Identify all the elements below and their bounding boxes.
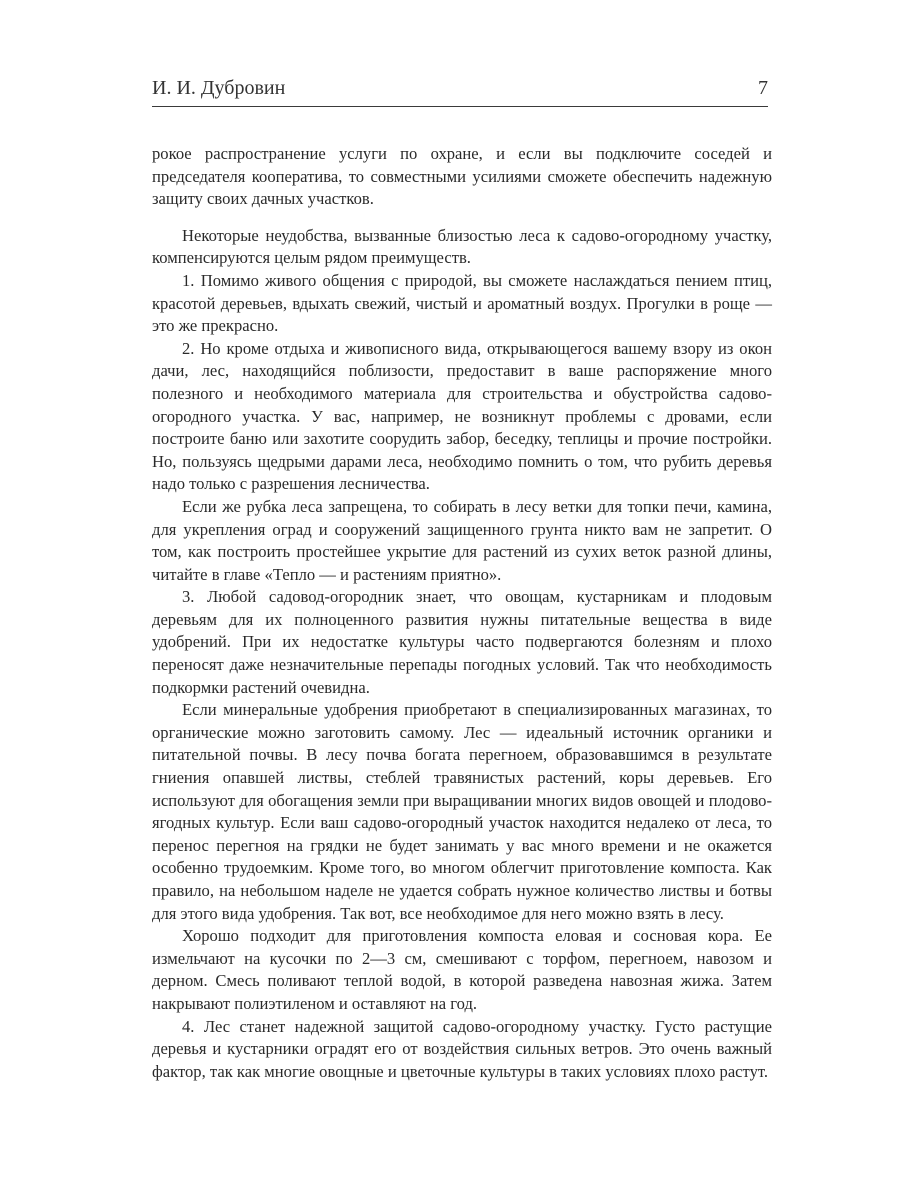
paragraph-intro: Некоторые неудобства, вызванные близостью леса к садово-огородному участку, компенсируются целым рядом преимуществ.: [152, 225, 772, 268]
paragraph-compost: Хорошо подходит для приготовления компоста еловая и сосновая кора. Ее измельчают на кусочки по 2—3 см, смешивают с торфом, перегноем, навозом и дерном. Смесь поливают теплой водой, в которой разведена навозная жижа. Затем накрывают полиэтиленом и оставляют на год.: [152, 926, 772, 1013]
paragraph-point-4: 4. Лес станет надежной защитой садово-огородному участку. Густо растущие деревья и кустарники оградят его от воздействия сильных ветров. Это очень важный фактор, так как многие овощные и цветочные культуры в таких условиях плохо растут.: [152, 1016, 772, 1081]
body-text: [152, 143, 772, 1083]
paragraph-point-3: 3. Любой садовод-огородник знает, что овощам, кустарникам и плодовым деревьям для их полноценного развития нужны питательные вещества в виде удобрений. При их недостатке культуры часто подвергаются болезням и плохо переносят даже незначительные перепады погодных условий. Так что необходимость подкормки растений очевидна.: [152, 587, 772, 697]
paragraph-point-1: 1. Помимо живого общения с природой, вы сможете наслаждаться пением птиц, красотой деревьев, вдыхать свежий, чистый и ароматный воздух. Прогулки в роще — это же прекрасно.: [152, 270, 772, 336]
running-head-author: И. И. Дубровин: [152, 77, 286, 99]
paragraph-continuation: рокое распространение услуги по охране, и если вы подключите соседей и председателя кооператива, то совместными усилиями сможете обеспечить надежную защиту своих дачных участков.: [152, 144, 772, 209]
page-number: 7: [758, 77, 768, 99]
paragraph-fertilizers: Если минеральные удобрения приобретают в специализированных магазинах, то органические можно заготовить самому. Лес — идеальный источник органики и питательной почвы. В лесу почва богата перегноем, образовавшимся в результате гниения опавшей листвы, стеблей травянистых растений, коры деревьев. Его используют для обогащения земли при выращивании многих видов овощей и плодово-ягодных культур. Если ваш садово-огородный участок находится недалеко от леса, то перенос перегноя на грядки не будет занимать у вас много времени и не окажется особенно трудоемким. Кроме того, во многом облегчит приготовление компоста. Как правило, на небольшом наделе не удается собрать нужное количество листвы и ботвы для этого вида удобрения. Так вот, все необходимое для него можно взять в лесу.: [152, 700, 772, 923]
paragraph-logging: Если же рубка леса запрещена, то собирать в лесу ветки для топки печи, камина, для укрепления оград и сооружений защищенного грунта никто вам не запретит. О том, как построить простейшее укрытие для растений из сухих веток разной длины, читайте в главе «Тепло — и растениям приятно».: [152, 496, 772, 584]
paragraph-point-2: 2. Но кроме отдыха и живописного вида, открывающегося вашему взору из окон дачи, лес, находящийся поблизости, предоставит в ваше распоряжение много полезного и необходимого материала для строительства и обустройства садово-огородного участка. У вас, например, не возникнут проблемы с дровами, если построите баню или захотите соорудить забор, беседку, теплицы и прочие постройки. Но, пользуясь щедрыми дарами леса, необходимо помнить о том, что рубить деревья надо только с разрешения лесничества.: [152, 338, 772, 494]
page-header: [152, 76, 768, 107]
